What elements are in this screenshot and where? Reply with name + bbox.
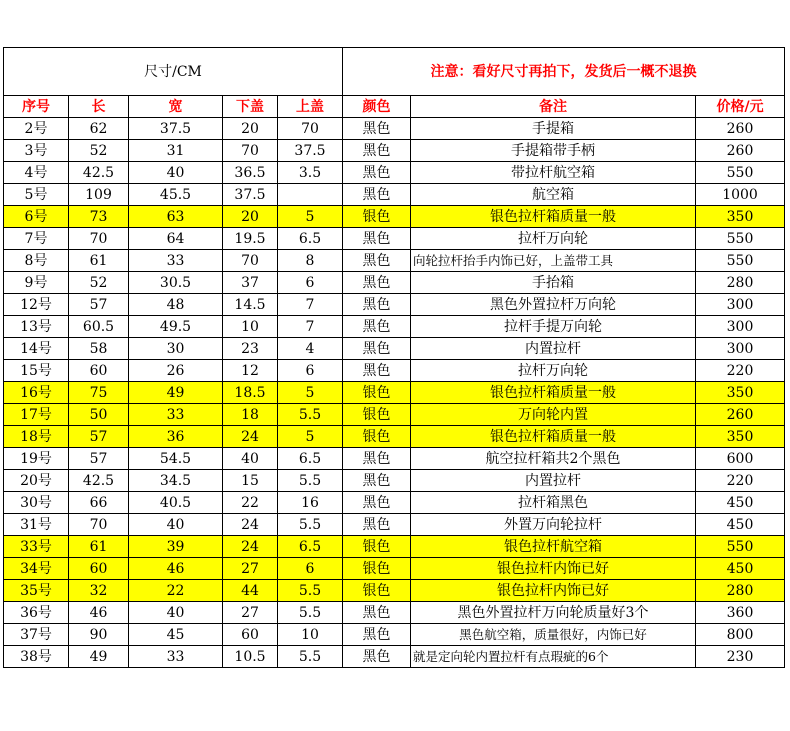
cell-color: 黑色 — [343, 338, 411, 360]
cell-length: 61 — [69, 250, 129, 272]
table-row — [4, 558, 785, 580]
cell-width: 49 — [129, 382, 223, 404]
cell-length: 42.5 — [69, 162, 129, 184]
cell-remark: 向轮拉杆抬手内饰已好，上盖带工具 — [411, 250, 696, 272]
cell-remark: 银色拉杆内饰已好 — [411, 580, 696, 602]
cell-color: 黑色 — [343, 294, 411, 316]
cell-upper-lid: 5.5 — [278, 404, 343, 426]
cell-upper-lid: 6 — [278, 272, 343, 294]
cell-length: 46 — [69, 602, 129, 624]
cell-remark: 外置万向轮拉杆 — [411, 514, 696, 536]
cell-width: 40 — [129, 514, 223, 536]
cell-length: 52 — [69, 272, 129, 294]
cell-number: 9号 — [4, 272, 69, 294]
table-row — [4, 338, 785, 360]
cell-number: 33号 — [4, 536, 69, 558]
cell-number: 19号 — [4, 448, 69, 470]
cell-length: 109 — [69, 184, 129, 206]
cell-upper-lid: 4 — [278, 338, 343, 360]
cell-width: 39 — [129, 536, 223, 558]
cell-price: 300 — [696, 338, 785, 360]
cell-remark: 拉杆手提万向轮 — [411, 316, 696, 338]
cell-color: 银色 — [343, 382, 411, 404]
cell-price: 280 — [696, 272, 785, 294]
cell-upper-lid: 5.5 — [278, 580, 343, 602]
cell-length: 57 — [69, 426, 129, 448]
cell-color: 黑色 — [343, 118, 411, 140]
cell-lower-lid: 15 — [223, 470, 278, 492]
cell-width: 40 — [129, 162, 223, 184]
cell-length: 70 — [69, 514, 129, 536]
cell-remark: 银色拉杆内饰已好 — [411, 558, 696, 580]
cell-price: 800 — [696, 624, 785, 646]
cell-number: 14号 — [4, 338, 69, 360]
cell-width: 34.5 — [129, 470, 223, 492]
cell-upper-lid: 5 — [278, 382, 343, 404]
cell-lower-lid: 60 — [223, 624, 278, 646]
cell-lower-lid: 12 — [223, 360, 278, 382]
cell-length: 57 — [69, 448, 129, 470]
cell-length: 62 — [69, 118, 129, 140]
cell-price: 300 — [696, 294, 785, 316]
cell-length: 90 — [69, 624, 129, 646]
size-unit-title: 尺寸/CM — [4, 48, 343, 96]
cell-color: 黑色 — [343, 184, 411, 206]
cell-price: 1000 — [696, 184, 785, 206]
cell-remark: 黑色外置拉杆万向轮质量好3个 — [411, 602, 696, 624]
cell-color: 银色 — [343, 536, 411, 558]
title-row — [4, 48, 785, 96]
cell-upper-lid — [278, 184, 343, 206]
cell-color: 黑色 — [343, 624, 411, 646]
cell-lower-lid: 23 — [223, 338, 278, 360]
cell-color: 黑色 — [343, 514, 411, 536]
header-lower-lid: 下盖 — [223, 96, 278, 118]
cell-lower-lid: 10 — [223, 316, 278, 338]
cell-remark: 内置拉杆 — [411, 338, 696, 360]
cell-remark: 拉杆万向轮 — [411, 360, 696, 382]
cell-upper-lid: 5.5 — [278, 646, 343, 668]
table-row — [4, 426, 785, 448]
table-row — [4, 602, 785, 624]
cell-upper-lid: 5.5 — [278, 514, 343, 536]
cell-remark: 航空箱 — [411, 184, 696, 206]
cell-number: 6号 — [4, 206, 69, 228]
cell-lower-lid: 20 — [223, 206, 278, 228]
table-row — [4, 250, 785, 272]
cell-remark: 手提箱带手柄 — [411, 140, 696, 162]
cell-price: 300 — [696, 316, 785, 338]
cell-upper-lid: 3.5 — [278, 162, 343, 184]
cell-price: 260 — [696, 404, 785, 426]
cell-upper-lid: 7 — [278, 294, 343, 316]
cell-length: 75 — [69, 382, 129, 404]
cell-width: 30 — [129, 338, 223, 360]
cell-color: 黑色 — [343, 448, 411, 470]
cell-upper-lid: 5.5 — [278, 470, 343, 492]
cell-upper-lid: 10 — [278, 624, 343, 646]
cell-color: 黑色 — [343, 272, 411, 294]
cell-color: 黑色 — [343, 646, 411, 668]
table-row — [4, 162, 785, 184]
cell-width: 40.5 — [129, 492, 223, 514]
cell-number: 18号 — [4, 426, 69, 448]
cell-length: 70 — [69, 228, 129, 250]
cell-lower-lid: 24 — [223, 426, 278, 448]
cell-lower-lid: 70 — [223, 140, 278, 162]
cell-length: 50 — [69, 404, 129, 426]
cell-width: 45 — [129, 624, 223, 646]
cell-remark: 手提箱 — [411, 118, 696, 140]
cell-width: 26 — [129, 360, 223, 382]
table-row — [4, 646, 785, 668]
table-row — [4, 382, 785, 404]
cell-width: 49.5 — [129, 316, 223, 338]
cell-lower-lid: 44 — [223, 580, 278, 602]
cell-remark: 拉杆箱黑色 — [411, 492, 696, 514]
cell-width: 54.5 — [129, 448, 223, 470]
cell-upper-lid: 6.5 — [278, 536, 343, 558]
cell-price: 260 — [696, 118, 785, 140]
cell-upper-lid: 6 — [278, 558, 343, 580]
cell-length: 52 — [69, 140, 129, 162]
cell-price: 550 — [696, 162, 785, 184]
header-width: 宽 — [129, 96, 223, 118]
cell-lower-lid: 22 — [223, 492, 278, 514]
cell-length: 73 — [69, 206, 129, 228]
cell-number: 20号 — [4, 470, 69, 492]
cell-width: 33 — [129, 250, 223, 272]
cell-remark: 银色拉杆箱质量一般 — [411, 382, 696, 404]
cell-lower-lid: 20 — [223, 118, 278, 140]
cell-lower-lid: 40 — [223, 448, 278, 470]
cell-length: 32 — [69, 580, 129, 602]
cell-color: 黑色 — [343, 602, 411, 624]
cell-number: 15号 — [4, 360, 69, 382]
cell-width: 33 — [129, 404, 223, 426]
cell-remark: 银色拉杆箱质量一般 — [411, 206, 696, 228]
cell-number: 4号 — [4, 162, 69, 184]
cell-lower-lid: 18.5 — [223, 382, 278, 404]
cell-lower-lid: 19.5 — [223, 228, 278, 250]
cell-width: 46 — [129, 558, 223, 580]
header-price: 价格/元 — [696, 96, 785, 118]
table-row — [4, 404, 785, 426]
cell-remark: 黑色外置拉杆万向轮 — [411, 294, 696, 316]
cell-price: 260 — [696, 140, 785, 162]
cell-price: 550 — [696, 228, 785, 250]
table-row — [4, 492, 785, 514]
cell-width: 36 — [129, 426, 223, 448]
table-row — [4, 184, 785, 206]
cell-lower-lid: 27 — [223, 602, 278, 624]
cell-number: 31号 — [4, 514, 69, 536]
cell-remark: 手抬箱 — [411, 272, 696, 294]
cell-number: 12号 — [4, 294, 69, 316]
cell-price: 450 — [696, 558, 785, 580]
cell-color: 银色 — [343, 206, 411, 228]
cell-color: 黑色 — [343, 140, 411, 162]
cell-remark: 内置拉杆 — [411, 470, 696, 492]
cell-upper-lid: 16 — [278, 492, 343, 514]
column-header-row — [4, 96, 785, 118]
cell-number: 36号 — [4, 602, 69, 624]
cell-lower-lid: 37 — [223, 272, 278, 294]
cell-width: 33 — [129, 646, 223, 668]
header-length: 长 — [69, 96, 129, 118]
cell-price: 360 — [696, 602, 785, 624]
cell-length: 61 — [69, 536, 129, 558]
cell-remark: 银色拉杆箱质量一般 — [411, 426, 696, 448]
cell-remark: 银色拉杆航空箱 — [411, 536, 696, 558]
cell-upper-lid: 37.5 — [278, 140, 343, 162]
cell-width: 22 — [129, 580, 223, 602]
cell-length: 42.5 — [69, 470, 129, 492]
cell-price: 220 — [696, 360, 785, 382]
table-row — [4, 294, 785, 316]
cell-lower-lid: 18 — [223, 404, 278, 426]
cell-lower-lid: 27 — [223, 558, 278, 580]
cell-price: 230 — [696, 646, 785, 668]
cell-color: 黑色 — [343, 492, 411, 514]
cell-lower-lid: 24 — [223, 514, 278, 536]
cell-color: 黑色 — [343, 228, 411, 250]
table-row — [4, 228, 785, 250]
cell-color: 黑色 — [343, 162, 411, 184]
cell-length: 66 — [69, 492, 129, 514]
cell-price: 550 — [696, 250, 785, 272]
table-row — [4, 514, 785, 536]
cell-width: 40 — [129, 602, 223, 624]
table-row — [4, 536, 785, 558]
cell-width: 48 — [129, 294, 223, 316]
cell-length: 57 — [69, 294, 129, 316]
cell-lower-lid: 37.5 — [223, 184, 278, 206]
cell-color: 银色 — [343, 558, 411, 580]
cell-color: 黑色 — [343, 470, 411, 492]
cell-remark: 黑色航空箱，质量很好，内饰已好 — [411, 624, 696, 646]
cell-upper-lid: 5 — [278, 426, 343, 448]
cell-number: 38号 — [4, 646, 69, 668]
cell-number: 35号 — [4, 580, 69, 602]
cell-lower-lid: 10.5 — [223, 646, 278, 668]
cell-remark: 带拉杆航空箱 — [411, 162, 696, 184]
cell-lower-lid: 36.5 — [223, 162, 278, 184]
cell-width: 30.5 — [129, 272, 223, 294]
table-row — [4, 624, 785, 646]
cell-price: 450 — [696, 492, 785, 514]
cell-color: 银色 — [343, 580, 411, 602]
cell-width: 37.5 — [129, 118, 223, 140]
cell-upper-lid: 5.5 — [278, 602, 343, 624]
cell-width: 63 — [129, 206, 223, 228]
table-row — [4, 360, 785, 382]
table-row — [4, 206, 785, 228]
cell-width: 45.5 — [129, 184, 223, 206]
cell-price: 350 — [696, 426, 785, 448]
cell-number: 8号 — [4, 250, 69, 272]
cell-number: 3号 — [4, 140, 69, 162]
table-row — [4, 580, 785, 602]
cell-number: 16号 — [4, 382, 69, 404]
cell-width: 31 — [129, 140, 223, 162]
cell-number: 37号 — [4, 624, 69, 646]
cell-price: 350 — [696, 382, 785, 404]
cell-length: 58 — [69, 338, 129, 360]
cell-number: 13号 — [4, 316, 69, 338]
cell-number: 17号 — [4, 404, 69, 426]
header-number: 序号 — [4, 96, 69, 118]
cell-number: 2号 — [4, 118, 69, 140]
table-row — [4, 118, 785, 140]
cell-price: 220 — [696, 470, 785, 492]
cell-length: 49 — [69, 646, 129, 668]
cell-upper-lid: 6 — [278, 360, 343, 382]
table-row — [4, 448, 785, 470]
cell-price: 450 — [696, 514, 785, 536]
cell-number: 30号 — [4, 492, 69, 514]
cell-lower-lid: 24 — [223, 536, 278, 558]
cell-lower-lid: 14.5 — [223, 294, 278, 316]
price-size-table — [3, 47, 785, 668]
table-row — [4, 470, 785, 492]
cell-number: 34号 — [4, 558, 69, 580]
cell-remark: 万向轮内置 — [411, 404, 696, 426]
cell-width: 64 — [129, 228, 223, 250]
cell-number: 5号 — [4, 184, 69, 206]
header-upper-lid: 上盖 — [278, 96, 343, 118]
cell-remark: 航空拉杆箱共2个黑色 — [411, 448, 696, 470]
cell-number: 7号 — [4, 228, 69, 250]
cell-length: 60 — [69, 360, 129, 382]
cell-length: 60 — [69, 558, 129, 580]
no-return-notice: 注意：看好尺寸再拍下，发货后一概不退换 — [343, 48, 785, 96]
cell-remark: 拉杆万向轮 — [411, 228, 696, 250]
cell-color: 银色 — [343, 404, 411, 426]
cell-price: 600 — [696, 448, 785, 470]
cell-color: 黑色 — [343, 316, 411, 338]
cell-price: 550 — [696, 536, 785, 558]
cell-upper-lid: 8 — [278, 250, 343, 272]
table-row — [4, 140, 785, 162]
cell-color: 黑色 — [343, 250, 411, 272]
cell-upper-lid: 6.5 — [278, 448, 343, 470]
cell-price: 350 — [696, 206, 785, 228]
header-color: 颜色 — [343, 96, 411, 118]
cell-color: 黑色 — [343, 360, 411, 382]
cell-upper-lid: 7 — [278, 316, 343, 338]
cell-upper-lid: 70 — [278, 118, 343, 140]
cell-upper-lid: 6.5 — [278, 228, 343, 250]
table-row — [4, 316, 785, 338]
cell-price: 280 — [696, 580, 785, 602]
cell-lower-lid: 70 — [223, 250, 278, 272]
cell-length: 60.5 — [69, 316, 129, 338]
table-row — [4, 272, 785, 294]
cell-color: 银色 — [343, 426, 411, 448]
header-remark: 备注 — [411, 96, 696, 118]
cell-upper-lid: 5 — [278, 206, 343, 228]
cell-remark: 就是定向轮内置拉杆有点瑕疵的6个 — [411, 646, 696, 668]
